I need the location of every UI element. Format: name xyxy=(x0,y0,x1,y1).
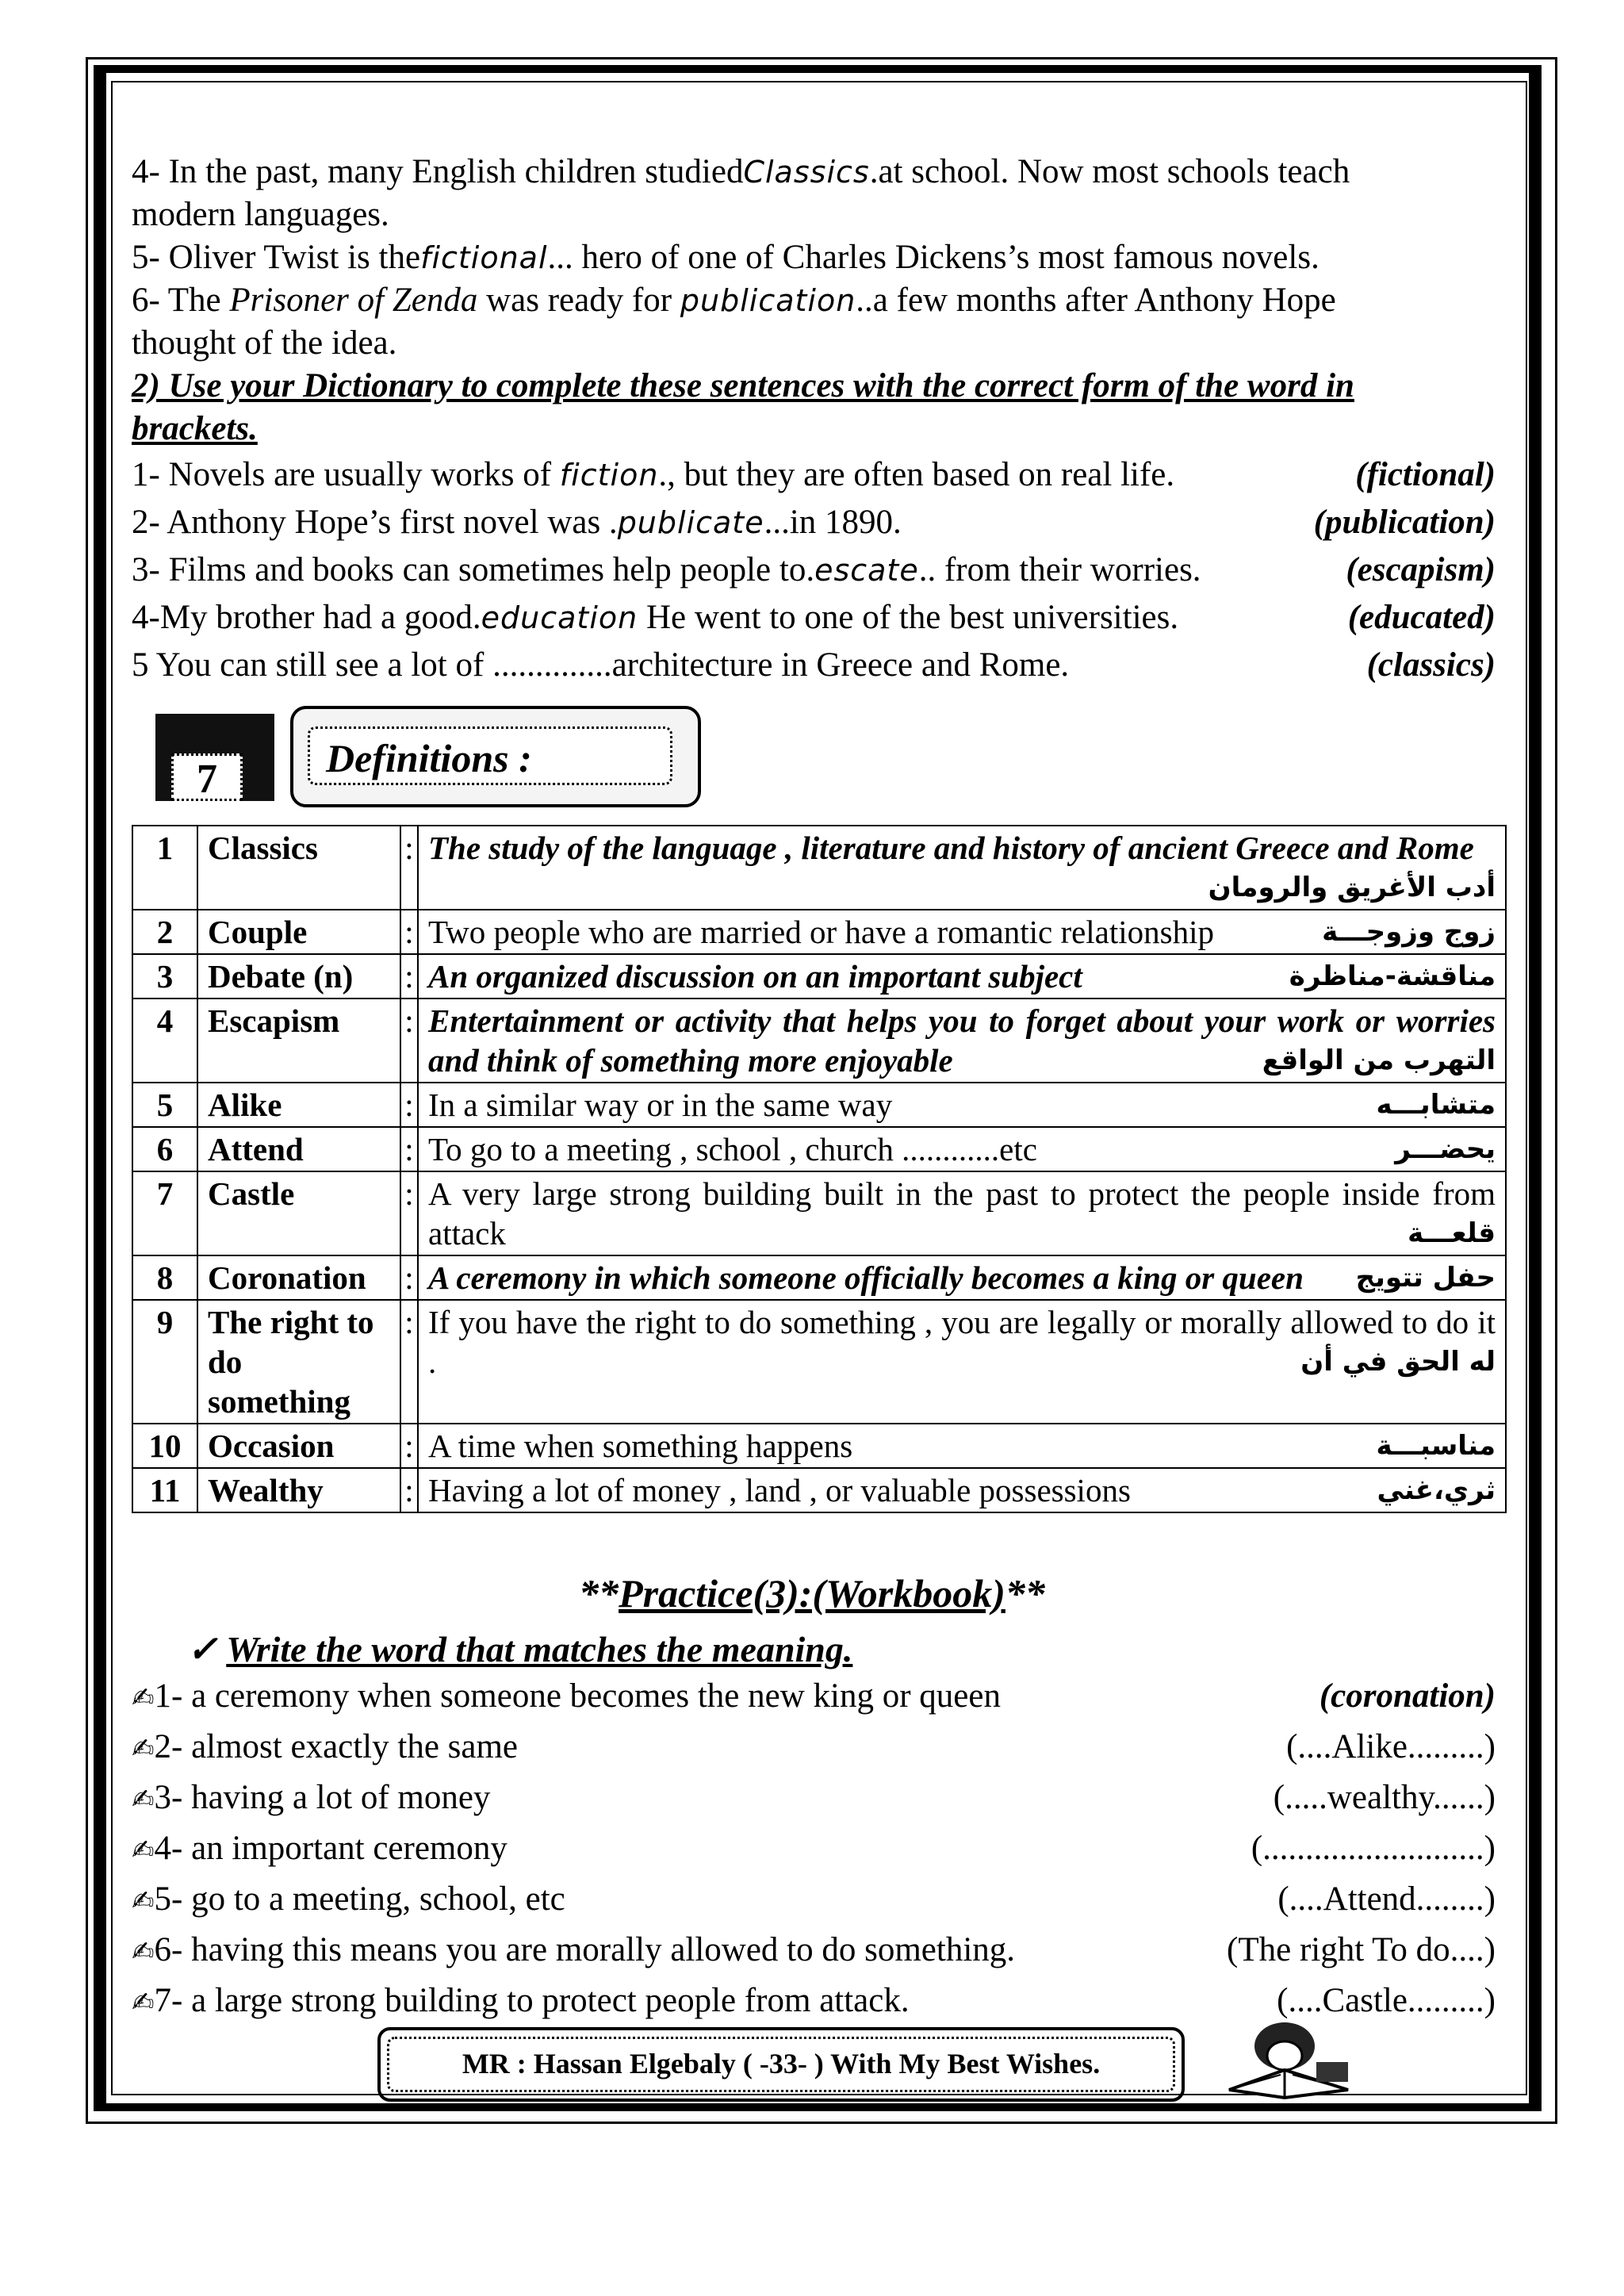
definition-number: 5 xyxy=(132,1083,197,1127)
word-hint: (escapism) xyxy=(1346,551,1496,588)
definition-meaning xyxy=(418,954,1506,999)
definition-term: Alike xyxy=(197,1083,400,1127)
book-title: Prisoner of Zenda xyxy=(229,282,478,319)
definition-number: 2 xyxy=(132,910,197,954)
practice-item xyxy=(132,1773,1496,1824)
arabic-translation: زوج وزوجـــة xyxy=(1322,916,1496,948)
section-title: Definitions : xyxy=(308,726,672,785)
exercise1-line: 6- The Prisoner of Zenda was ready for publication..a few months after Anthony Hope xyxy=(132,282,1336,319)
section-title-box xyxy=(290,706,701,807)
meaning-text: A very large strong building built in the past to protect the people inside from attack xyxy=(428,1175,1496,1251)
definition-number: 9 xyxy=(132,1300,197,1424)
definition-row xyxy=(132,1127,1506,1171)
check-mark-icon: ✓ xyxy=(187,1629,218,1669)
practice-item xyxy=(132,1672,1496,1723)
definition-meaning xyxy=(418,1083,1506,1127)
exercise2-line: 3- Films and books can sometimes help people to.escate.. from their worries. (escapism) xyxy=(132,549,1496,592)
arabic-translation: يحضـــر xyxy=(1395,1133,1496,1165)
definition-colon: : xyxy=(400,1424,418,1468)
definition-number: 1 xyxy=(132,826,197,910)
definition-term: Wealthy xyxy=(197,1468,400,1512)
meaning-text: In a similar way or in the same way xyxy=(428,1087,893,1123)
definition-term: Coronation xyxy=(197,1255,400,1300)
arabic-translation: حفل تتويج xyxy=(1355,1262,1496,1294)
exercise2-line: 4-My brother had a good.education He went to one of the best universities. (educated) xyxy=(132,596,1496,639)
definition-row xyxy=(132,999,1506,1083)
meaning-text: A ceremony in which someone officially becomes a king or queen xyxy=(428,1259,1304,1296)
meaning-text: Having a lot of money , land , or valuable possessions xyxy=(428,1472,1131,1508)
definitions-table xyxy=(132,825,1507,1513)
practice-answer: (coronation) xyxy=(1319,1677,1496,1715)
definition-term: Castle xyxy=(197,1171,400,1255)
definition-meaning xyxy=(418,1255,1506,1300)
section-number-box xyxy=(155,714,274,801)
definition-row xyxy=(132,1171,1506,1255)
exercise1-line: thought of the idea. xyxy=(132,324,397,362)
practice-prompt: 5- go to a meeting, school, etc xyxy=(154,1880,565,1918)
definition-row xyxy=(132,826,1506,910)
meaning-text: To go to a meeting , school , church ............etc xyxy=(428,1131,1037,1167)
word-hint: (classics) xyxy=(1366,646,1496,684)
reading-student-icon xyxy=(1221,2014,1356,2102)
practice-items xyxy=(132,1672,1496,2027)
handwritten-answer: Classics xyxy=(743,155,870,190)
definition-row xyxy=(132,1468,1506,1512)
definition-number: 10 xyxy=(132,1424,197,1468)
arabic-translation: قلعـــة xyxy=(1408,1217,1496,1249)
definition-meaning xyxy=(418,826,1506,910)
definition-colon: : xyxy=(400,1127,418,1171)
exercise2-line: 1- Novels are usually works of fiction., but they are often based on real life. (fictional) xyxy=(132,454,1496,496)
definition-number: 6 xyxy=(132,1127,197,1171)
footer-text: MR : Hassan Elgebaly ( -33- ) With My Best Wishes. xyxy=(387,2037,1175,2092)
definition-number: 3 xyxy=(132,954,197,999)
writing-hand-icon: ✍ xyxy=(132,1733,155,1765)
handwritten-answer: fictional xyxy=(420,240,548,275)
definition-colon: : xyxy=(400,910,418,954)
practice-answer: (.....wealthy......) xyxy=(1273,1779,1496,1816)
practice-answer: (..........................) xyxy=(1251,1830,1496,1867)
definition-number: 11 xyxy=(132,1468,197,1512)
practice-answer: (The right To do....) xyxy=(1227,1931,1496,1968)
meaning-text: If you have the right to do something , you are legally or morally allowed to do it . xyxy=(428,1304,1496,1380)
exercise2-line: 5 You can still see a lot of ..............architecture in Greece and Rome. (classics) xyxy=(132,644,1496,687)
arabic-translation: متشابـــه xyxy=(1376,1089,1496,1121)
definition-row xyxy=(132,954,1506,999)
definition-meaning xyxy=(418,1300,1506,1424)
definition-term: Debate (n) xyxy=(197,954,400,999)
definition-row xyxy=(132,1424,1506,1468)
practice-title: **Practice(3):(Workbook)** xyxy=(579,1571,1045,1616)
arabic-translation: مناسبـــة xyxy=(1376,1430,1496,1462)
definition-term: The right to do something xyxy=(197,1300,400,1424)
footer-box xyxy=(377,2027,1185,2102)
handwritten-answer: escate xyxy=(814,553,919,588)
arabic-translation: له الحق في أن xyxy=(1300,1346,1496,1378)
meaning-text: A time when something happens xyxy=(428,1428,853,1464)
definition-colon: : xyxy=(400,1083,418,1127)
exercise1-line: 5- Oliver Twist is thefictional... hero of one of Charles Dickens’s most famous novels. xyxy=(132,239,1320,276)
definition-meaning xyxy=(418,1127,1506,1171)
handwritten-answer: fiction xyxy=(559,458,659,493)
definition-row xyxy=(132,1083,1506,1127)
practice-prompt: 2- almost exactly the same xyxy=(154,1728,519,1765)
section-number: 7 xyxy=(171,753,243,801)
word-hint: (fictional) xyxy=(1355,456,1496,493)
exercise1-line: 4- In the past, many English children studiedClassics.at school. Now most schools teach xyxy=(132,153,1350,190)
meaning-text: Entertainment or activity that helps you to forget about your work or worries and think of something more enjoyable xyxy=(428,1002,1496,1079)
definition-meaning xyxy=(418,1468,1506,1512)
definition-meaning xyxy=(418,1424,1506,1468)
exercise-section xyxy=(132,151,1496,687)
definition-row xyxy=(132,1255,1506,1300)
meaning-text: Two people who are married or have a romantic relationship xyxy=(428,914,1215,950)
handwritten-answer: publication xyxy=(680,283,856,318)
practice-prompt: 7- a large strong building to protect people from attack. xyxy=(154,1982,910,2019)
exercise2-line: 2- Anthony Hope’s first novel was .publicate...in 1890. (publication) xyxy=(132,501,1496,544)
arabic-translation: أدب الأغريق والرومان xyxy=(1208,872,1496,903)
practice-answer: (....Alike.........) xyxy=(1286,1728,1496,1765)
word-hint: (publication) xyxy=(1313,504,1496,541)
practice-item xyxy=(132,1875,1496,1926)
writing-hand-icon: ✍ xyxy=(132,1936,155,1968)
definition-meaning xyxy=(418,1171,1506,1255)
exercise2-heading: brackets. xyxy=(132,410,258,447)
arabic-translation: ثري،غني xyxy=(1377,1474,1496,1506)
practice-item xyxy=(132,1824,1496,1875)
handwritten-answer: education xyxy=(481,600,638,635)
arabic-translation: التهرب من الواقع xyxy=(1262,1045,1496,1076)
definition-row xyxy=(132,1300,1506,1424)
definition-number: 4 xyxy=(132,999,197,1083)
definition-colon: : xyxy=(400,1300,418,1424)
exercise2-heading: 2) Use your Dictionary to complete these sentences with the correct form of the word in xyxy=(132,367,1354,404)
practice-prompt: 1- a ceremony when someone becomes the new king or queen xyxy=(154,1677,1001,1715)
meaning-text: An organized discussion on an important subject xyxy=(428,958,1082,995)
definition-colon: : xyxy=(400,1255,418,1300)
exercise1-line: modern languages. xyxy=(132,196,389,233)
definition-colon: : xyxy=(400,999,418,1083)
practice-prompt: 6- having this means you are morally allowed to do something. xyxy=(154,1931,1016,1968)
definition-colon: : xyxy=(400,954,418,999)
definition-term: Attend xyxy=(197,1127,400,1171)
meaning-text: The study of the language , literature and history of ancient Greece and Rome xyxy=(428,830,1474,866)
definition-colon: : xyxy=(400,1468,418,1512)
practice-item xyxy=(132,1723,1496,1773)
definition-colon: : xyxy=(400,1171,418,1255)
definition-row xyxy=(132,910,1506,954)
definition-meaning xyxy=(418,999,1506,1083)
practice-item xyxy=(132,1926,1496,1976)
definition-term: Classics xyxy=(197,826,400,910)
writing-hand-icon: ✍ xyxy=(132,1885,155,1917)
definition-term: Escapism xyxy=(197,999,400,1083)
practice-prompt: 3- having a lot of money xyxy=(154,1779,491,1816)
definition-term: Couple xyxy=(197,910,400,954)
definitions-body xyxy=(132,826,1506,1512)
practice-prompt: 4- an important ceremony xyxy=(154,1830,508,1867)
definition-number: 7 xyxy=(132,1171,197,1255)
definition-colon: : xyxy=(400,826,418,910)
definition-meaning xyxy=(418,910,1506,954)
writing-hand-icon: ✍ xyxy=(132,1987,155,2018)
writing-hand-icon: ✍ xyxy=(132,1682,155,1714)
section-banner xyxy=(155,706,710,809)
practice-instruction: ✓ Write the word that matches the meaning. xyxy=(187,1629,853,1669)
word-hint: (educated) xyxy=(1347,599,1496,636)
writing-hand-icon: ✍ xyxy=(132,1784,155,1815)
arabic-translation: مناقشة-مناظرة xyxy=(1289,960,1496,992)
writing-hand-icon: ✍ xyxy=(132,1834,155,1866)
definition-term: Occasion xyxy=(197,1424,400,1468)
practice-answer: (....Attend........) xyxy=(1277,1880,1496,1918)
definition-number: 8 xyxy=(132,1255,197,1300)
handwritten-answer: publicate xyxy=(617,505,764,540)
practice-answer: (....Castle.........) xyxy=(1277,1982,1496,2019)
